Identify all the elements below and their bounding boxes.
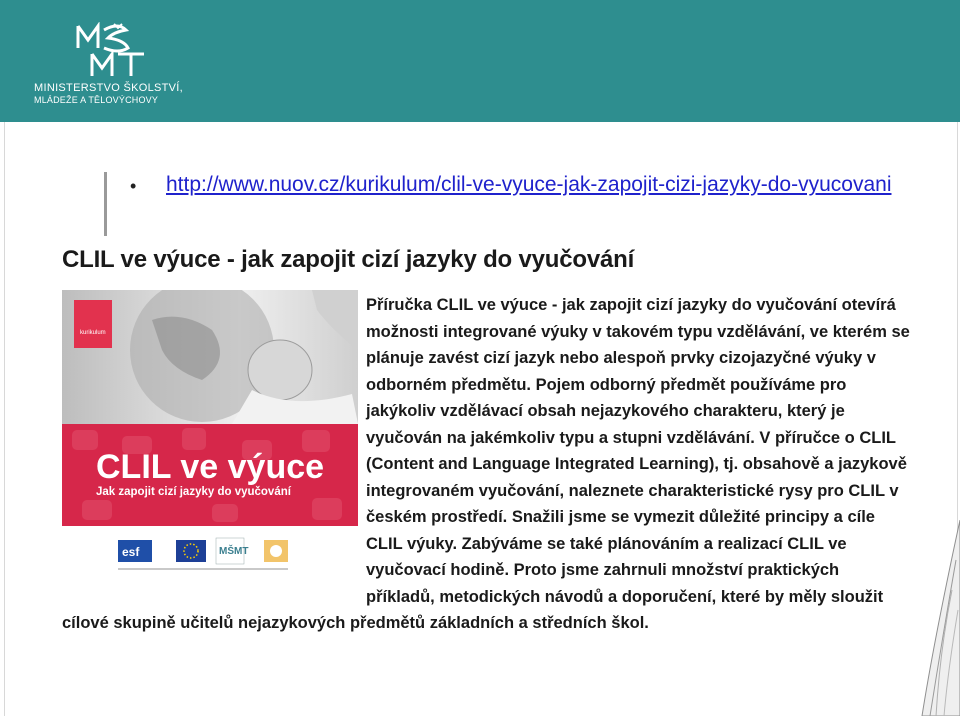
header-bar	[0, 0, 960, 122]
ministry-logo	[26, 22, 246, 112]
page-curl-icon	[918, 520, 960, 716]
clip-title: CLIL ve výuce - jak zapojit cizí jazyky do vyučování	[62, 246, 635, 273]
book-title: CLIL ve výuce	[96, 448, 325, 486]
bullet-point: •	[130, 176, 137, 196]
description-text: Příručka CLIL ve výuce - jak zapojit cizí jazyky do vyučování otevírá možnosti integrované výuky v takovém typu vzdělávání, ve kterém se plánuje zavést cizí jazyk nebo alespoň prvky cizojazyčné výuky v odborném předmětu. Pojem odborný předmět používáme pro jakýkoliv vzdělávací obsah nejazykového charakteru, který je vyučován na jakémkoliv typu a stupni vzdělávání. V příručce o CLIL (Content and Language Integrated Learning), tj. obsahově a jazykově integrovaném vyučování, naleznete charakteristické rysy pro CLIL v českém prostředí. Snažili jsme se vymezit důležité principy a cíle CLIL výuky. Zabýváme se také plánováním a realizací CLIL ve vyučovací hodině. Proto jsme zahrnuli množství praktických příkladů, metodických návodů a doporučení, které by měly sloužit cílové skupině učitelů nejazykových předmětů základních a středních škol.	[62, 296, 910, 632]
nuov-link[interactable]: http://www.nuov.cz/kurikulum/clil-ve-vyuce-jak-zapojit-cizi-jazyky-do-vyucovani	[166, 173, 892, 196]
svg-text:esf: esf	[122, 545, 140, 559]
image-spacer	[62, 292, 366, 602]
clip-description	[62, 292, 912, 637]
svg-text:MŠMT: MŠMT	[219, 546, 249, 557]
book-subtitle: Jak zapojit cizí jazyky do vyučování	[96, 486, 291, 498]
logo-text-line1: MINISTERSTVO ŠKOLSTVÍ,	[34, 82, 184, 94]
left-accent-bar	[104, 172, 107, 236]
book-logo-text: kurikulum	[80, 330, 106, 336]
msmt-logo-icon	[74, 22, 164, 80]
logo-text-line2: MLÁDEŽE A TĚLOVÝCHOVY	[34, 95, 159, 105]
